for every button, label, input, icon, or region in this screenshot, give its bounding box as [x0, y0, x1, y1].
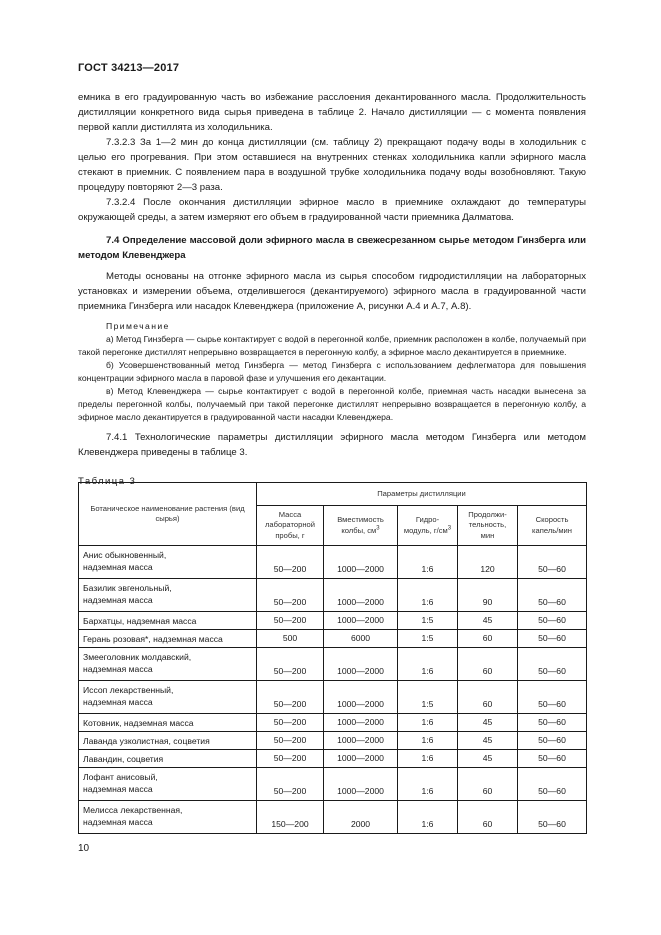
- cell-mass: 50—200: [257, 546, 324, 579]
- cell-speed: 50—60: [518, 648, 587, 681]
- cell-hydromodule: 1:6: [398, 546, 458, 579]
- cell-speed: 50—60: [518, 630, 587, 648]
- cell-speed: 50—60: [518, 768, 587, 801]
- cell-plant-name: Базилик эвгенольный, надземная масса: [79, 579, 257, 612]
- cell-plant-name: Змееголовник молдавский, надземная масса: [79, 648, 257, 681]
- note-label: Примечание: [106, 321, 170, 331]
- table-row: [79, 579, 587, 612]
- cell-plant-name: Герань розовая*, надземная масса: [79, 630, 257, 648]
- cell-speed: 50—60: [518, 612, 587, 630]
- cell-duration: 45: [458, 750, 518, 768]
- cell-duration: 60: [458, 768, 518, 801]
- cell-speed: 50—60: [518, 681, 587, 714]
- cell-hydromodule: 1:6: [398, 801, 458, 834]
- cell-mass: 50—200: [257, 612, 324, 630]
- table-row: [79, 546, 587, 579]
- table-row: [79, 612, 587, 630]
- column-header-mass: Масса лабораторной пробы, г: [257, 506, 324, 546]
- cell-duration: 120: [458, 546, 518, 579]
- cell-hydromodule: 1:5: [398, 630, 458, 648]
- table-row: [79, 681, 587, 714]
- cell-speed: 50—60: [518, 801, 587, 834]
- column-header-plant-name: Ботаническое наименование растения (вид сырья): [79, 483, 257, 546]
- cell-speed: 50—60: [518, 732, 587, 750]
- cell-mass: 50—200: [257, 714, 324, 732]
- cell-volume: 6000: [324, 630, 398, 648]
- cell-mass: 50—200: [257, 768, 324, 801]
- cell-volume: 1000—2000: [324, 648, 398, 681]
- cell-hydromodule: 1:6: [398, 714, 458, 732]
- cell-duration: 90: [458, 579, 518, 612]
- table-row: [79, 714, 587, 732]
- cell-speed: 50—60: [518, 579, 587, 612]
- column-header-hydromodule-unit-sup: 3: [447, 524, 452, 531]
- page-number: 10: [78, 843, 90, 854]
- cell-volume: 1000—2000: [324, 768, 398, 801]
- column-group-header-parameters: Параметры дистилляции: [257, 483, 587, 506]
- paragraph-methods: Методы основаны на отгонке эфирного масла из сырья способом гидродистилляции на лабораторных установках и измерении объема, отделившегося (декантируемого) эфирного масла в градуированной части приемника Гинзберга или насадок Клевенджера (приложение А, рисунки А.4 и А.7, А.8).: [78, 271, 586, 312]
- note-a: а) Метод Гинзберга — сырье контактирует с водой в перегонной колбе, приемник расположен в колбе, получаемый при такой перегонке дистиллят непрерывно возвращается в перегонную колбу, а эфирное масло декантируется в приемнике.: [78, 334, 586, 357]
- cell-volume: 1000—2000: [324, 681, 398, 714]
- cell-speed: 50—60: [518, 750, 587, 768]
- column-header-hydromodule-text: Гидро-модуль, г/см: [403, 515, 448, 535]
- cell-duration: 60: [458, 630, 518, 648]
- cell-duration: 45: [458, 732, 518, 750]
- cell-volume: 1000—2000: [324, 612, 398, 630]
- cell-hydromodule: 1:6: [398, 579, 458, 612]
- table-body: [79, 546, 587, 834]
- column-header-duration: Продолжи-тельность, мин: [458, 506, 518, 546]
- cell-plant-name: Котовник, надземная масса: [79, 714, 257, 732]
- paragraph-emnika: емника в его градуированную часть во избежание расслоения декантированного масла. Продолжительность дистилляции конкретного вида сырья приведена в таблице 2. Начало дистилляции — с момента появления первой капли дистиллята из холодильника.: [78, 92, 586, 133]
- cell-hydromodule: 1:6: [398, 648, 458, 681]
- column-header-volume-text: Вместимость колбы, см: [337, 515, 384, 535]
- cell-hydromodule: 1:6: [398, 768, 458, 801]
- cell-volume: 2000: [324, 801, 398, 834]
- cell-volume: 1000—2000: [324, 714, 398, 732]
- table-row: [79, 801, 587, 834]
- table-row: [79, 630, 587, 648]
- cell-speed: 50—60: [518, 714, 587, 732]
- cell-plant-name: Иссоп лекарственный, надземная масса: [79, 681, 257, 714]
- document-code-header: ГОСТ 34213—2017: [78, 62, 180, 74]
- paragraph-7-4-1: 7.4.1 Технологические параметры дистилляции эфирного масла методом Гинзберга или методом Клевенджера приведены в таблице 3.: [78, 432, 586, 458]
- cell-plant-name: Бархатцы, надземная масса: [79, 612, 257, 630]
- cell-volume: 1000—2000: [324, 546, 398, 579]
- cell-plant-name: Лавандин, соцветия: [79, 750, 257, 768]
- cell-volume: 1000—2000: [324, 579, 398, 612]
- cell-hydromodule: 1:6: [398, 732, 458, 750]
- cell-mass: 50—200: [257, 579, 324, 612]
- page-body: [78, 90, 586, 489]
- cell-hydromodule: 1:5: [398, 681, 458, 714]
- column-header-speed: Скорость капель/мин: [518, 506, 587, 546]
- cell-hydromodule: 1:5: [398, 612, 458, 630]
- cell-mass: 50—200: [257, 681, 324, 714]
- table-row: [79, 750, 587, 768]
- column-header-volume-unit-sup: 3: [376, 524, 380, 531]
- cell-mass: 150—200: [257, 801, 324, 834]
- table-row: [79, 732, 587, 750]
- cell-mass: 500: [257, 630, 324, 648]
- cell-mass: 50—200: [257, 750, 324, 768]
- cell-duration: 60: [458, 801, 518, 834]
- note-b: б) Усовершенствованный метод Гинзберга — метод Гинзберга с использованием дефлегматора для повышения концентрации эфирного масла в паровой фазе и улучшения его декантации.: [78, 360, 586, 383]
- cell-volume: 1000—2000: [324, 732, 398, 750]
- cell-duration: 60: [458, 648, 518, 681]
- distillation-parameters-table: [78, 482, 587, 834]
- cell-duration: 45: [458, 714, 518, 732]
- section-heading-7-4: 7.4 Определение массовой доли эфирного масла в свежесрезанном сырье методом Гинзберга или методом Клевенджера: [78, 235, 586, 261]
- cell-plant-name: Лаванда узколистная, соцветия: [79, 732, 257, 750]
- paragraph-7-3-2-4: 7.3.2.4 После окончания дистилляции эфирное масло в приемнике охлаждают до температуры окружающей среды, а затем измеряют его объем в градуированной части приемника Далматова.: [78, 197, 586, 223]
- note-c: в) Метод Клевенджера — сырье контактирует с водой в перегонной колбе, приемная часть насадки вынесена за пределы перегонной колбы, получаемый при такой перегонке дистиллят непрерывно возвращается в перегонную колбу, а эфирное масло декантируется в градуированной части насадки Клевенджера.: [78, 386, 586, 422]
- paragraph-7-3-2-3: 7.3.2.3 За 1—2 мин до конца дистилляции (см. таблицу 2) прекращают подачу воды в холодильник с целью его прогревания. При этом оставшиеся на внутренних стенках холодильника капли эфирного масла стекают в приемник. С появлением пара в воздушной трубке холодильника подачу воды возобновляют. Такую процедуру повторяют 2—3 раза.: [78, 137, 586, 193]
- column-header-volume: [324, 506, 398, 546]
- column-header-hydromodule: [398, 506, 458, 546]
- table-row: [79, 768, 587, 801]
- cell-volume: 1000—2000: [324, 750, 398, 768]
- cell-mass: 50—200: [257, 732, 324, 750]
- cell-duration: 45: [458, 612, 518, 630]
- cell-speed: 50—60: [518, 546, 587, 579]
- cell-mass: 50—200: [257, 648, 324, 681]
- cell-plant-name: Анис обыкновенный, надземная масса: [79, 546, 257, 579]
- cell-hydromodule: 1:6: [398, 750, 458, 768]
- cell-duration: 60: [458, 681, 518, 714]
- cell-plant-name: Мелисса лекарственная, надземная масса: [79, 801, 257, 834]
- cell-plant-name: Лофант анисовый, надземная масса: [79, 768, 257, 801]
- table-row: [79, 648, 587, 681]
- table-caption: Таблица 3: [78, 476, 137, 487]
